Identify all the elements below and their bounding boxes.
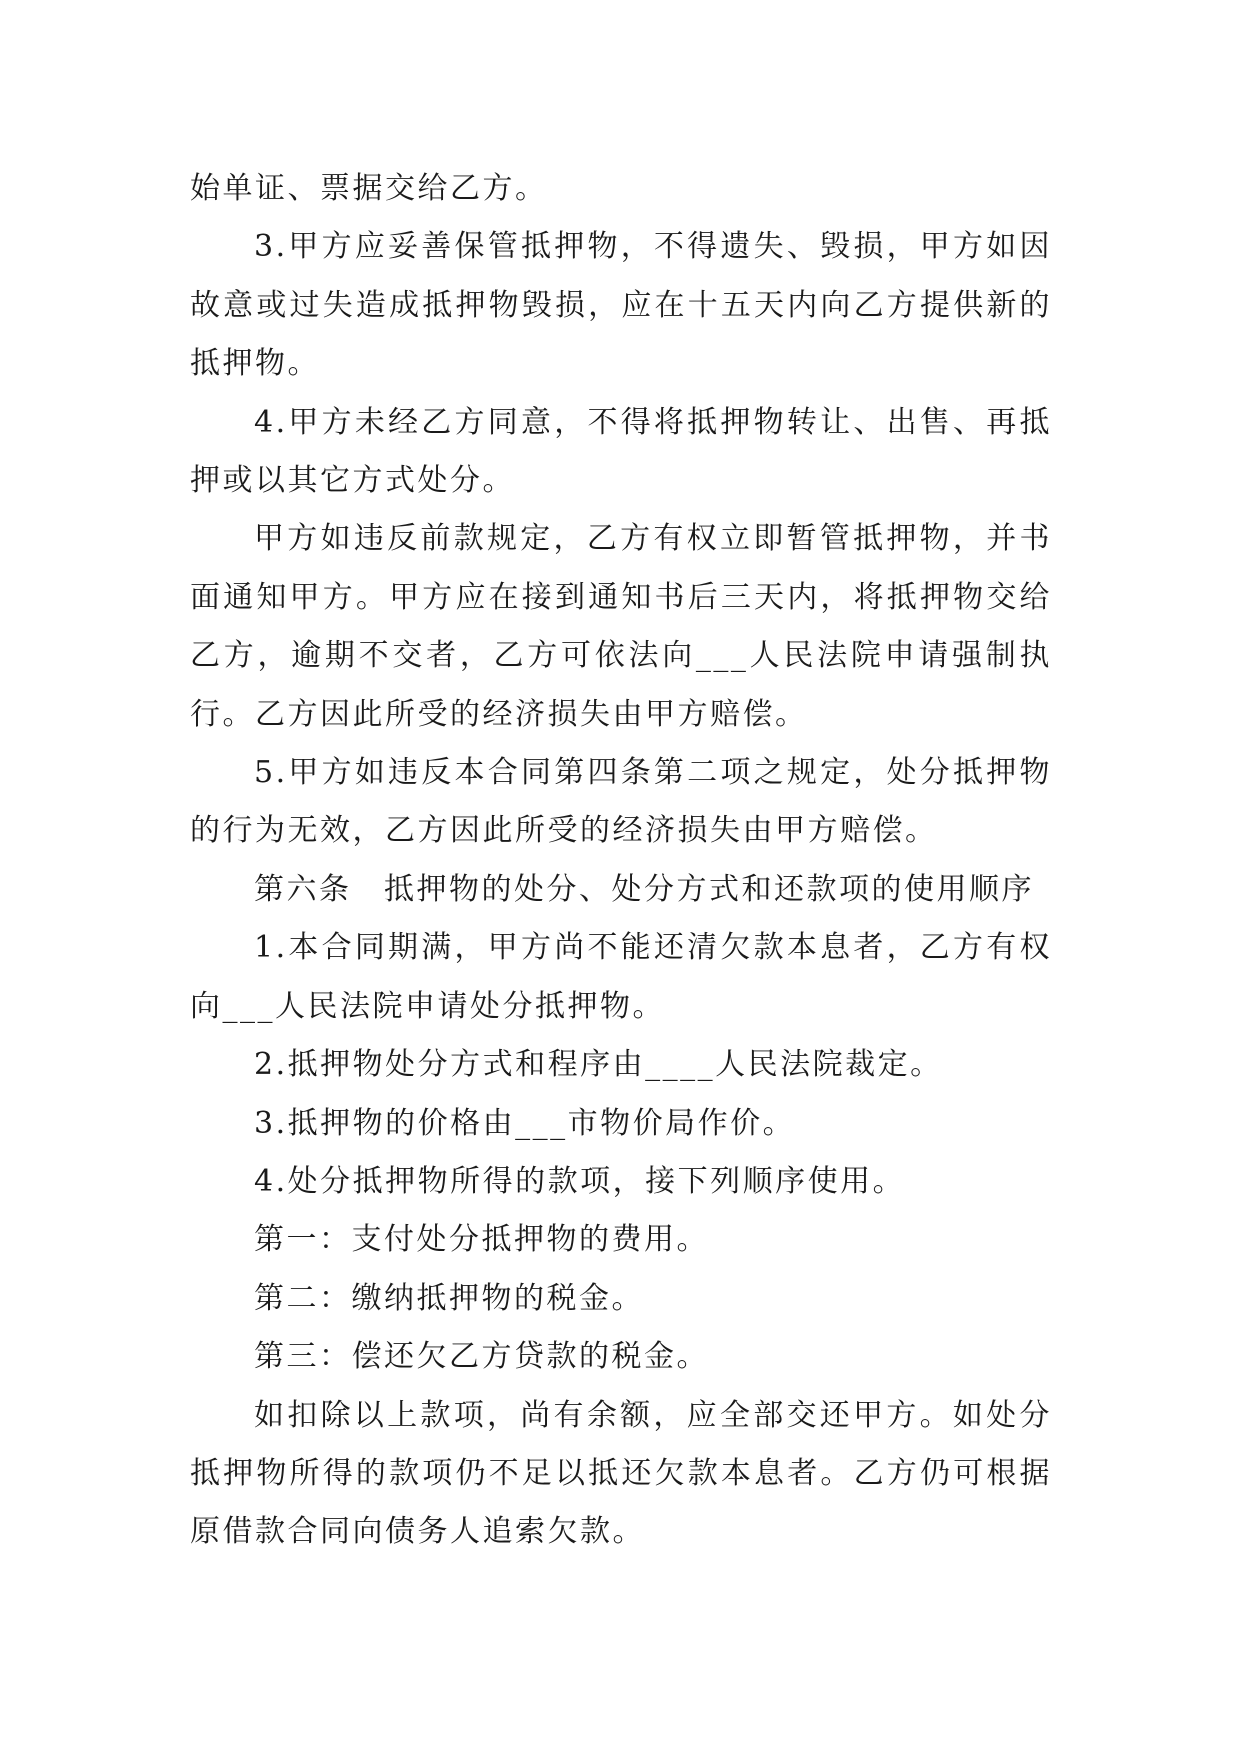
paragraph-six-item-2: 2.抵押物处分方式和程序由____人民法院裁定。 (254, 1047, 943, 1083)
paragraph-continuation: 始单证、票据交给乙方。 (190, 171, 548, 206)
document-body (190, 160, 1052, 1562)
paragraph-six-item-3: 3.抵押物的价格由___市物价局作价。 (254, 1105, 796, 1141)
paragraph-violation: 甲方如违反前款规定，乙方有权立即暂管抵押物，并书面通知甲方。甲方应在接到通知书后三天内，将抵押物交给乙方，逾期不交者，乙方可依法向___人民法院申请强制执行。乙方因此所受的经济损失由甲方赔偿。 (190, 521, 1052, 732)
paragraph-remainder: 如扣除以上款项，尚有余额，应全部交还甲方。如处分抵押物所得的款项仍不足以抵还欠款本息者。乙方仍可根据原借款合同向债务人追索欠款。 (190, 1397, 1052, 1550)
paragraph-order-third: 第三：偿还欠乙方贷款的税金。 (254, 1339, 709, 1375)
article-six-heading: 第六条 抵押物的处分、处分方式和还款项的使用顺序 (254, 871, 1034, 907)
paragraph-item-4: 4.甲方未经乙方同意，不得将抵押物转让、出售、再抵押或以其它方式处分。 (190, 404, 1052, 499)
paragraph-six-item-4: 4.处分抵押物所得的款项，接下列顺序使用。 (254, 1163, 906, 1199)
paragraph-item-5: 5.甲方如违反本合同第四条第二项之规定，处分抵押物的行为无效，乙方因此所受的经济损失由甲方赔偿。 (190, 755, 1052, 849)
paragraph-six-item-1: 1.本合同期满，甲方尚不能还清欠款本息者，乙方有权向___人民法院申请处分抵押物。 (190, 930, 1052, 1024)
paragraph-item-3: 3.甲方应妥善保管抵押物，不得遗失、毁损，甲方如因故意或过失造成抵押物毁损，应在十五天内向乙方提供新的抵押物。 (190, 229, 1052, 382)
paragraph-order-second: 第二：缴纳抵押物的税金。 (254, 1280, 644, 1316)
paragraph-order-first: 第一：支付处分抵押物的费用。 (254, 1222, 709, 1258)
